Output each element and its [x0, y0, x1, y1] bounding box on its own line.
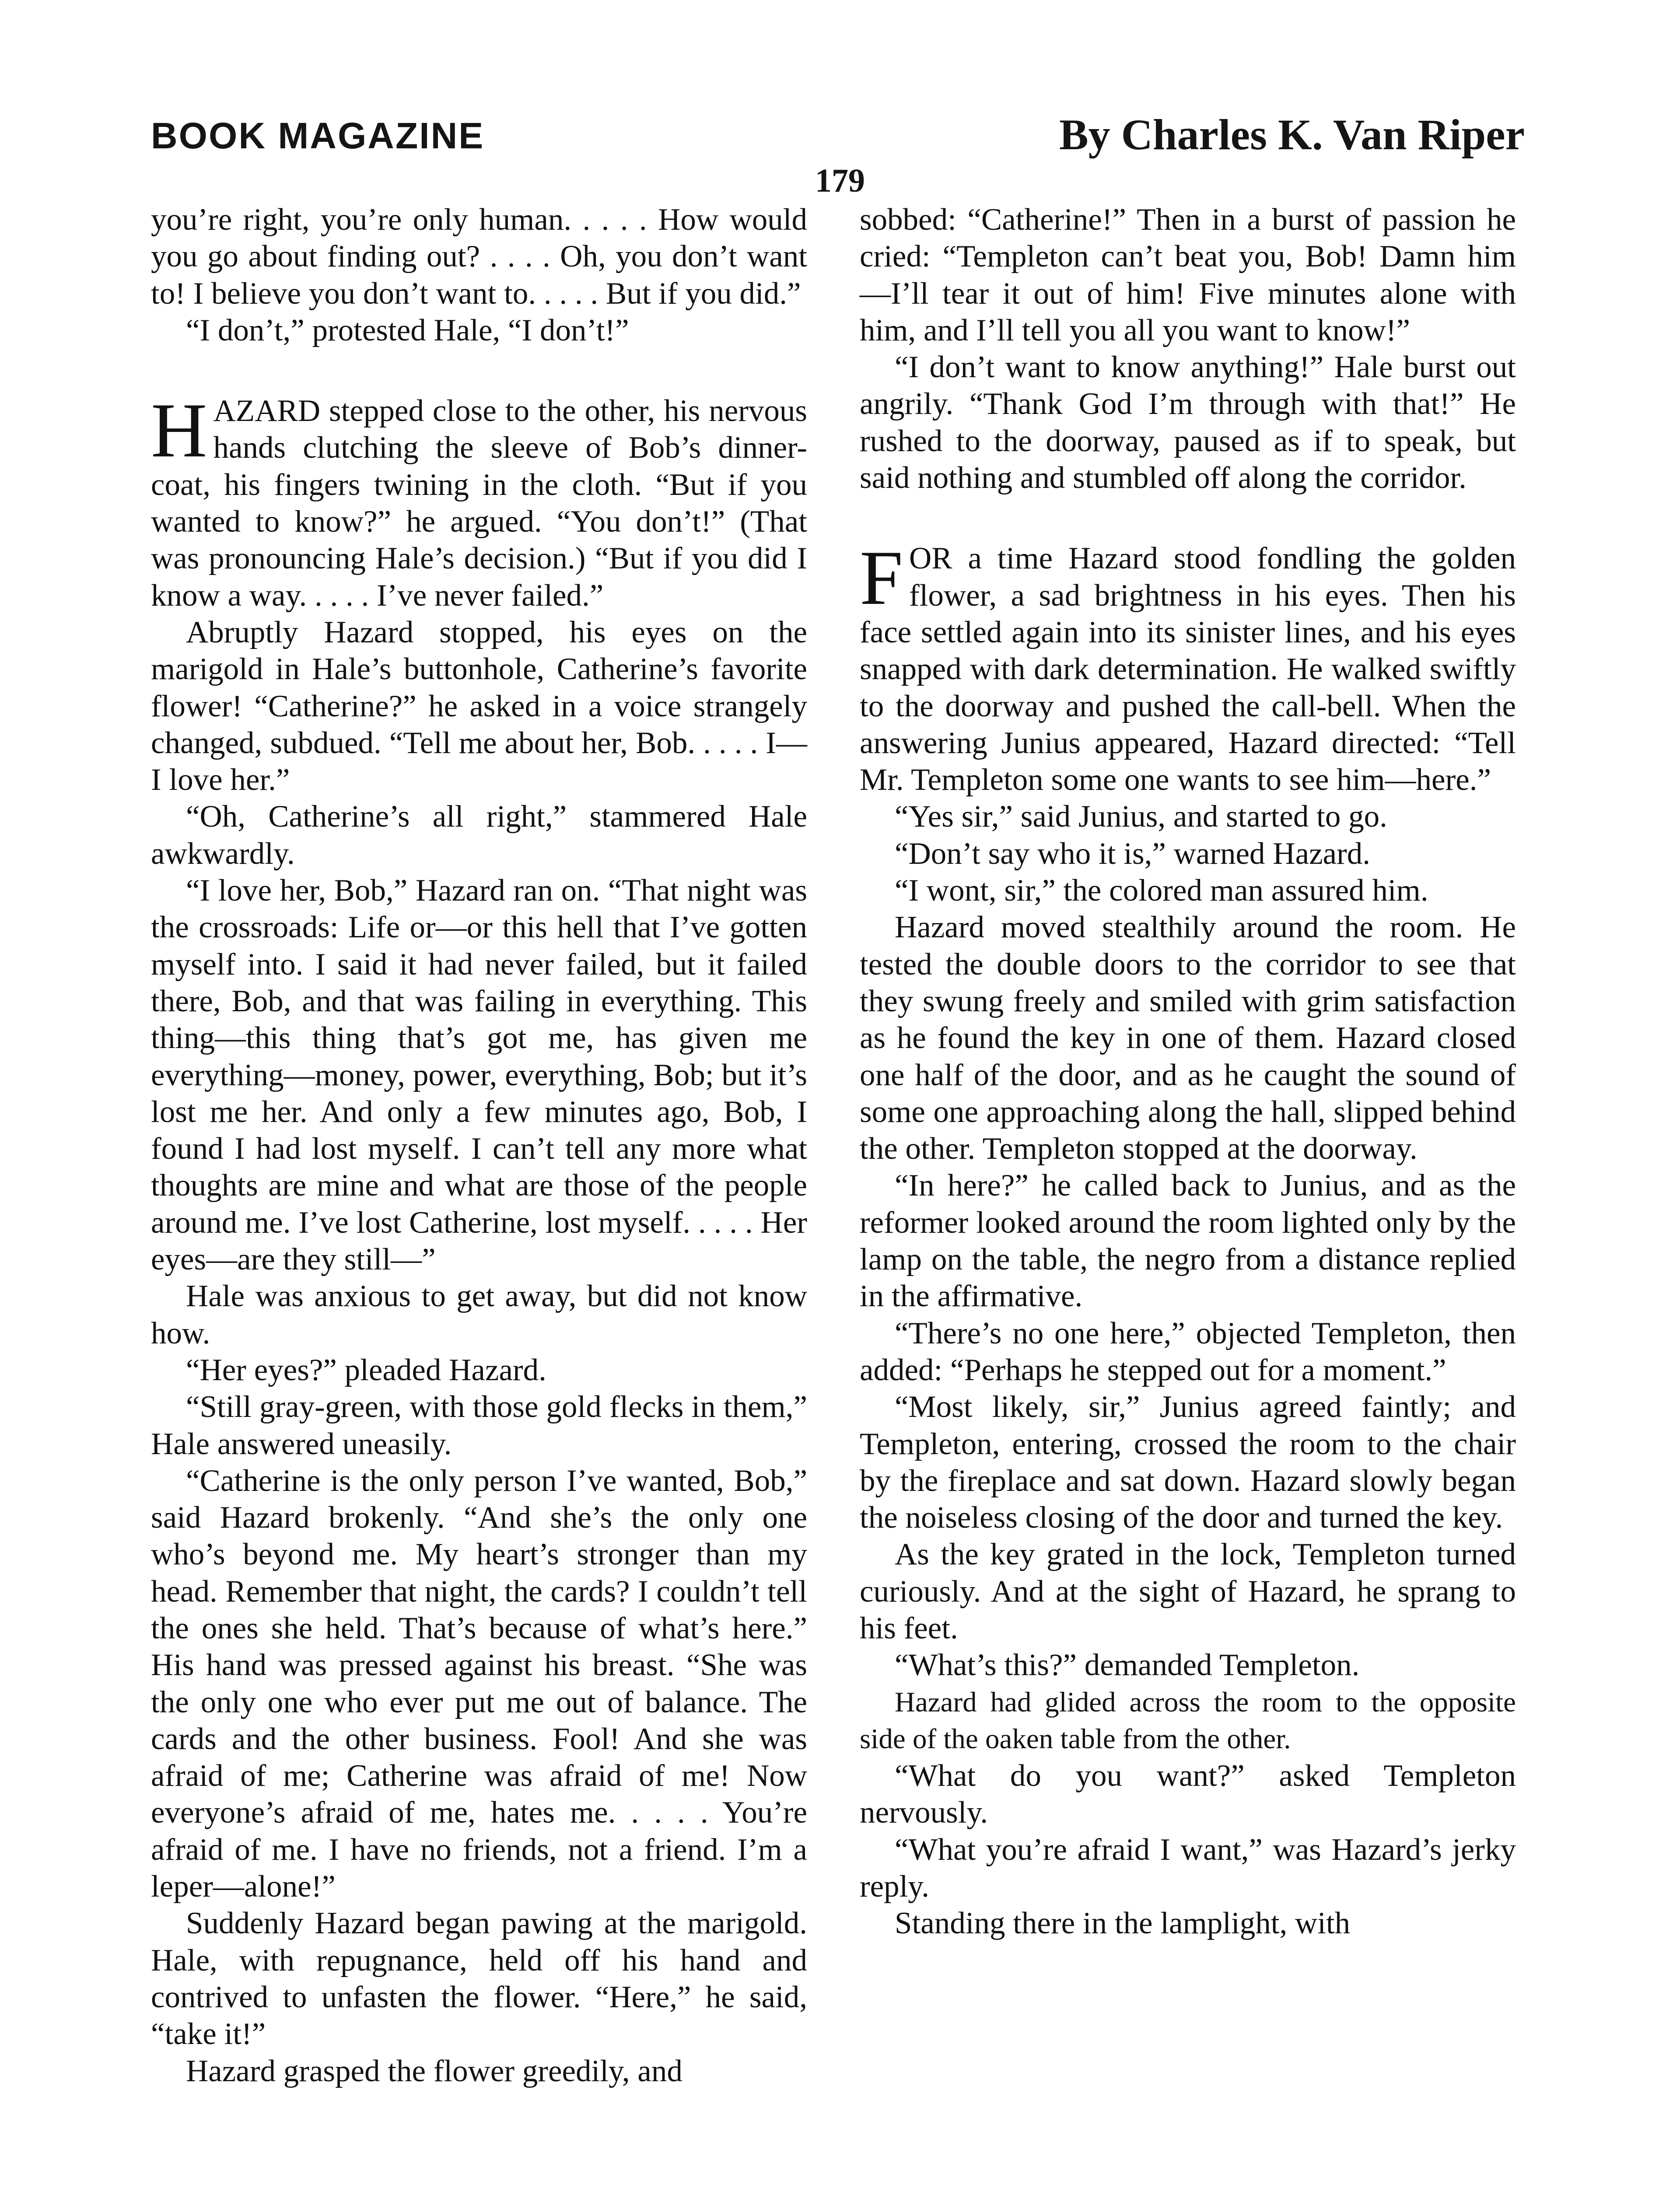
paragraph: “In here?” he called back to Junius, and as the reformer looked around the room lighted only by the lamp on the table, the negro from a distance replied in the affirmative.	[860, 1168, 1516, 1314]
paragraph: “Yes sir,” said Junius, and started to go.	[895, 799, 1387, 834]
paragraph: “I don’t,” protested Hale, “I don’t!”	[186, 313, 629, 347]
paragraph: you’re right, you’re only human. . . . . How would you go about finding out? . . . . Oh, you don’t want to! I believe you don’t want to. . . . . But if you did.”	[151, 203, 807, 311]
paragraph: Hazard had glided across the room to the opposite side of the oaken table from the other.	[860, 1686, 1516, 1755]
paragraph	[860, 534, 1516, 798]
paragraph: Hale was anxious to get away, but did not know how.	[151, 1279, 807, 1350]
paragraph: Suddenly Hazard began pawing at the marigold. Hale, with repugnance, held off his hand and contrived to unfasten the flower. “Here,” he said, “take it!”	[151, 1906, 807, 2051]
drop-cap: H	[151, 387, 207, 474]
paragraph-text: AZARD stepped close to the other, his nervous hands clutching the sleeve of Bob’s dinner-coat, his fingers twining in the cloth. “But if you wanted to know?” he argued. “You don’t!” (That was pronouncing Hale’s decision.) “But if you did I know a way. . . . . I’ve never failed.”	[151, 394, 807, 613]
paragraph: Hazard moved stealthily around the room. He tested the double doors to the corridor to see that they swung freely and smiled with grim satisfaction as he found the key in one of them. Hazard closed one half of the door, and as he caught the sound of some one approaching along the hall, slipped behind the other. Templeton stopped at the doorway.	[860, 910, 1516, 1166]
magazine-title: BOOK MAGAZINE	[151, 115, 485, 156]
paragraph: Abruptly Hazard stopped, his eyes on the marigold in Hale’s buttonhole, Catherine’s favorite flower! “Catherine?” he asked in a voice strangely changed, subdued. “Tell me about her, Bob. . . . . I—I love her.”	[151, 615, 807, 797]
paragraph-text: OR a time Hazard stood fondling the golden flower, a sad brightness in his eyes. Then his face settled again into its sinister lines, and his eyes snapped with dark determination. He walked swiftly to the doorway and pushed the call-bell. When the answering Junius appeared, Hazard directed: “Tell Mr. Templeton some one wants to see him—here.”	[860, 541, 1516, 797]
paragraph: “Catherine is the only person I’ve wanted, Bob,” said Hazard brokenly. “And she’s the only one who’s beyond me. My heart’s stronger than my head. Remember that night, the cards? I couldn’t tell the ones she held. That’s because of what’s here.” His hand was pressed against his breast. “She was the only one who ever put me out of balance. The cards and the other business. Fool! And she was afraid of me; Catherine was afraid of me! Now everyone’s afraid of me, hates me. . . . . You’re afraid of me. I have no friends, not a friend. I’m a leper—alone!”	[151, 1463, 807, 1904]
paragraph: “There’s no one here,” objected Templeton, then added: “Perhaps he stepped out for a moment.”	[860, 1316, 1516, 1387]
paragraph: “Most likely, sir,” Junius agreed faintly; and Templeton, entering, crossed the room to the chair by the fireplace and sat down. Hazard slowly began the noiseless closing of the door and turned the key.	[860, 1390, 1516, 1535]
right-column	[860, 201, 1516, 1942]
paragraph: Standing there in the lamplight, with	[895, 1906, 1351, 1941]
drop-cap: F	[860, 534, 903, 621]
paragraph: “Her eyes?” pleaded Hazard.	[186, 1353, 546, 1387]
paragraph: sobbed: “Catherine!” Then in a burst of passion he cried: “Templeton can’t beat you, Bob! Damn him—I’ll tear it out of him! Five minutes alone with him, and I’ll tell you all you want to know!”	[860, 203, 1516, 347]
paragraph: “I don’t want to know anything!” Hale burst out angrily. “Thank God I’m through with that!” He rushed to the doorway, paused as if to speak, but said nothing and stumbled off along the corridor.	[860, 350, 1516, 495]
byline: By Charles K. Van Riper	[1059, 110, 1525, 159]
paragraph: “Oh, Catherine’s all right,” stammered Hale awkwardly.	[151, 799, 807, 871]
paragraph: As the key grated in the lock, Templeton turned curiously. And at the sight of Hazard, he sprang to his feet.	[860, 1537, 1516, 1645]
left-column	[151, 201, 807, 2090]
paragraph: Hazard grasped the flower greedily, and	[186, 2054, 682, 2088]
paragraph: “I wont, sir,” the colored man assured him.	[895, 873, 1428, 908]
paragraph	[151, 387, 807, 614]
paragraph: “What do you want?” asked Templeton nervously.	[860, 1759, 1516, 1830]
paragraph: “What you’re afraid I want,” was Hazard’s jerky reply.	[860, 1832, 1516, 1904]
paragraph: “Still gray-green, with those gold flecks in them,” Hale answered uneasily.	[151, 1390, 807, 1461]
paragraph: “What’s this?” demanded Templeton.	[895, 1648, 1360, 1683]
page-number: 179	[815, 162, 865, 199]
paragraph: “Don’t say who it is,” warned Hazard.	[895, 836, 1371, 871]
paragraph: “I love her, Bob,” Hazard ran on. “That night was the crossroads: Life or—or this hell that I’ve gotten myself into. I said it had never failed, but it failed there, Bob, and that was failing in everything. This thing—this thing that’s got me, has given me everything—money, power, everything, Bob; but it’s lost me her. And only a few minutes ago, Bob, I found I had lost myself. I can’t tell any more what thoughts are mine and what are those of the people around me. I’ve lost Catherine, lost myself. . . . . Her eyes—are they still—”	[151, 873, 807, 1277]
